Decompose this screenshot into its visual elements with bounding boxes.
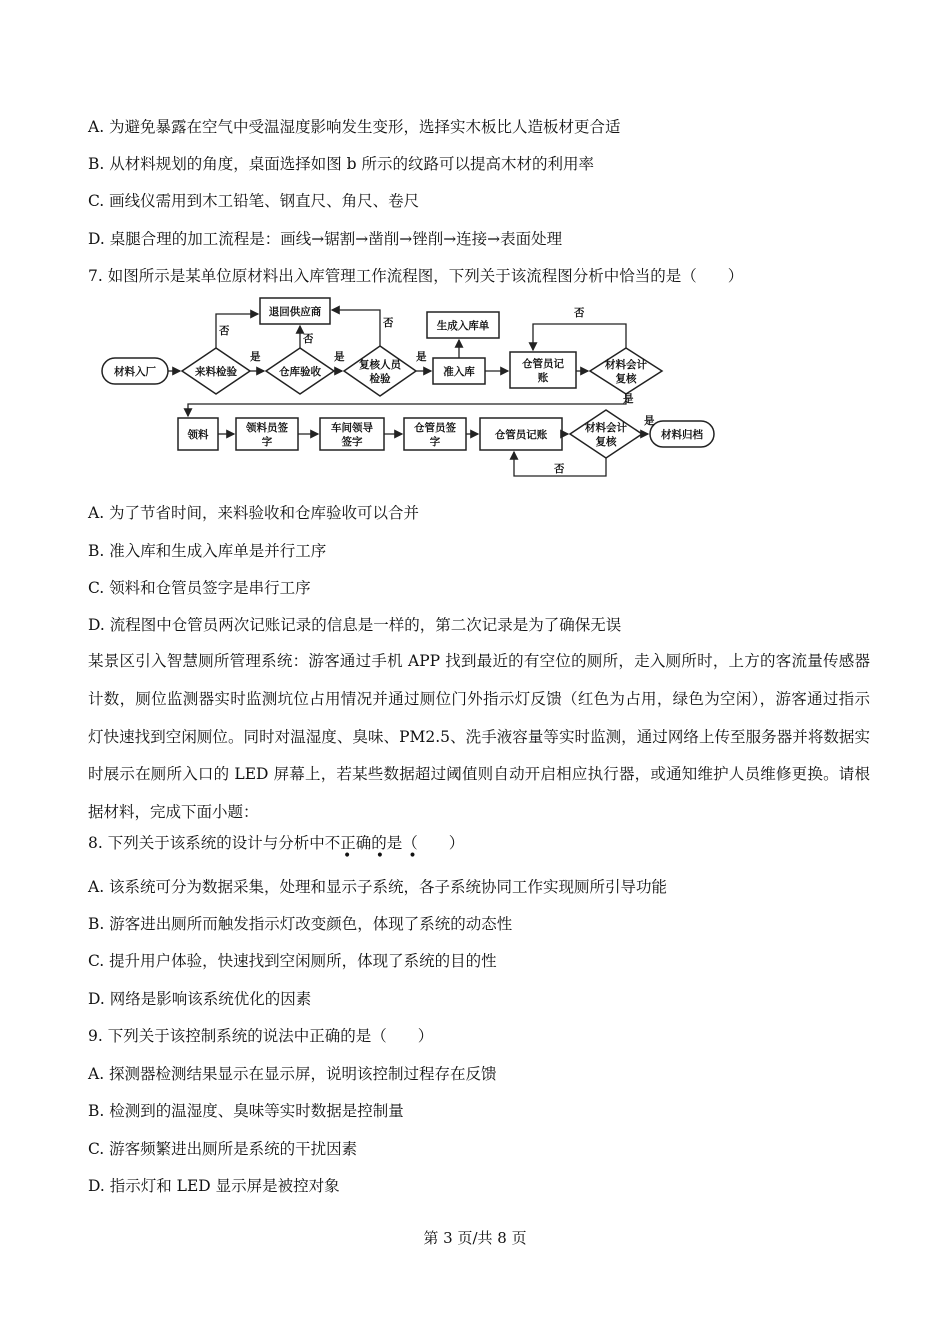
q7-stem: 7. 如图所示是某单位原材料出入库管理工作流程图，下列关于该流程图分析中恰当的是（ ） <box>88 267 744 285</box>
flow-yes-4: 是 <box>623 393 634 405</box>
flow-record1-label-2: 账 <box>537 372 549 384</box>
q7-option-a: A. 为了节省时间，来料验收和仓库验收可以合并 <box>88 504 420 522</box>
q6-option-a: A. 为避免暴露在空气中受温湿度影响发生变形，选择实木板比人造板材更合适 <box>88 118 621 136</box>
page-footer: 第 3 页/共 8 页 <box>423 1229 527 1247</box>
q8-option-b: B. 游客进出厕所而触发指示灯改变颜色，体现了系统的动态性 <box>88 915 513 933</box>
flow-sign3-label-2: 字 <box>429 436 441 448</box>
q6-option-c: C. 画线仪需用到木工铅笔、钢直尺、角尺、卷尺 <box>88 192 420 210</box>
material-passage: 某景区引入智慧厕所管理系统：游客通过手机 APP 找到最近的有空位的厕所，走入厕所时，上方的客流量传感器计数，厕位监测器实时监测坑位占用情况并通过厕位门外指示灯反馈（红色为占用，绿色为空闲），游客通过指示灯快速找到空闲厕位。同时对温湿度、臭味、PM2.5、洗手液容量等实时监测，通过网络上传至服务器并将数据实时展示在厕所入口的 LED 屏幕上，若某些数据超过阈值则自动开启相应执行器，或通知维护人员维修更换。请根据材料，完成下面小题： <box>88 652 870 822</box>
q8-option-a: A. 该系统可分为数据采集，处理和显示子系统，各子系统协同工作实现厕所引导功能 <box>88 878 668 896</box>
flow-review2-label-1: 材料会计 <box>585 422 627 434</box>
q9-option-d: D. 指示灯和 LED 显示屏是被控对象 <box>88 1177 340 1195</box>
q8-option-c: C. 提升用户体验，快速找到空闲厕所，体现了系统的目的性 <box>88 952 497 970</box>
flow-no-1: 否 <box>219 325 230 337</box>
flow-review2-label-2: 复核 <box>595 436 617 448</box>
q8-stem: 8. 下列关于该系统的设计与分析中不正确的是（ ） <box>88 834 465 852</box>
q9-option-a: A. 探测器检测结果显示在显示屏，说明该控制过程存在反馈 <box>88 1065 497 1083</box>
q7-option-d: D. 流程图中仓管员两次记账记录的信息是一样的，第二次记录是为了确保无误 <box>88 616 622 634</box>
flow-check3-label-2: 检验 <box>369 373 391 385</box>
decision-review1 <box>590 348 662 394</box>
flow-sign2-label-1: 车间领导 <box>331 422 373 434</box>
flow-record1-label-1: 仓管员记 <box>522 358 564 370</box>
q9-option-c: C. 游客频繁进出厕所是系统的干扰因素 <box>88 1140 358 1158</box>
decision-check3 <box>344 346 416 396</box>
flow-yes-1: 是 <box>250 351 261 363</box>
decision-review2 <box>570 410 642 458</box>
q9-stem: 9. 下列关于该控制系统的说法中正确的是（ ） <box>88 1027 434 1045</box>
flow-yes-5: 是 <box>644 415 655 427</box>
flow-review1-label-2: 复核 <box>615 373 637 385</box>
flow-sign2-label-2: 签字 <box>341 436 363 448</box>
q7-option-c: C. 领料和仓管员签字是串行工序 <box>88 579 311 597</box>
q6-option-b: B. 从材料规划的角度，桌面选择如图 b 所示的纹路可以提高木材的利用率 <box>88 155 595 173</box>
q7-option-b: B. 准入库和生成入库单是并行工序 <box>88 542 327 560</box>
flow-no-2: 否 <box>303 333 314 345</box>
flow-pick-label: 领料 <box>187 429 209 441</box>
flow-review1-label-1: 材料会计 <box>605 359 647 371</box>
flow-no-4: 否 <box>574 307 585 319</box>
flow-check1-label: 来料检验 <box>195 366 237 378</box>
flow-check2-label: 仓库验收 <box>279 366 321 378</box>
flow-check3-label-1: 复核人员 <box>359 359 401 371</box>
q6-option-d: D. 桌腿合理的加工流程是：画线→锯割→凿削→锉削→连接→表面处理 <box>88 230 563 248</box>
flow-start-label: 材料入厂 <box>114 366 156 378</box>
flow-sign3-label-1: 仓管员签 <box>414 422 456 434</box>
flow-yes-2: 是 <box>334 351 345 363</box>
flow-return-label: 退回供应商 <box>268 306 322 318</box>
material-flowchart <box>88 294 858 490</box>
flow-no-3: 否 <box>383 317 394 329</box>
flow-yes-3: 是 <box>416 351 427 363</box>
flow-sign1-label-1: 领料员签 <box>246 422 288 434</box>
emphasis-dots: • • • <box>343 848 427 864</box>
flow-archive-label: 材料归档 <box>661 429 703 441</box>
q8-option-d: D. 网络是影响该系统优化的因素 <box>88 990 312 1008</box>
flow-gen-slip-label: 生成入库单 <box>436 320 490 332</box>
flow-record2-label: 仓管员记账 <box>494 429 548 441</box>
flow-no-5: 否 <box>554 463 565 475</box>
flow-admit-label: 准入库 <box>443 366 475 378</box>
q9-option-b: B. 检测到的温湿度、臭味等实时数据是控制量 <box>88 1102 404 1120</box>
flow-sign1-label-2: 字 <box>261 436 273 448</box>
